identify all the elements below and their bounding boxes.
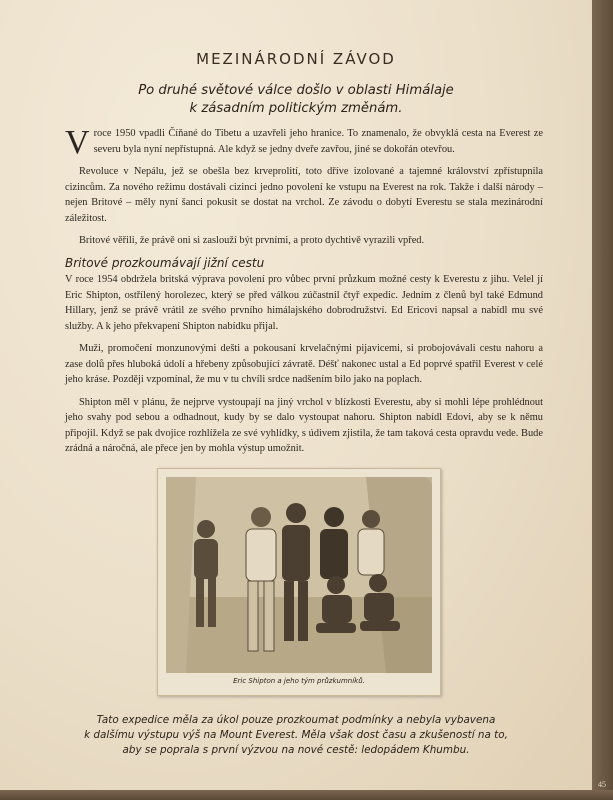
board-edge-bottom: [0, 790, 613, 800]
section-heading: Britové prozkoumávají jižní cestu: [65, 255, 265, 270]
paragraph: Muži, promočení monzunovými dešti a pokousaní krvelačnými pijavicemi, si probojovávali cestu nahoru a zase dolů přes hluboká údolí a hřebeny způsobující závratě. Déšť nakonec ustal a Ed poprvé spatřil Everest v celé jeho kráse. Později vzpomínal, že mu v tu chvíli srdce nadšením bilo jako na poplach.: [65, 343, 543, 385]
closing-line: k dalšímu výstupu výš na Mount Everest. Měla však dost času a zkušeností na to,: [84, 729, 508, 741]
photo-caption: Eric Shipton a jeho tým průzkumníků.: [233, 677, 365, 685]
closing-line: aby se poprala s první výzvou na nové cestě: ledopádem Khumbu.: [122, 744, 470, 756]
team-illustration: [166, 477, 432, 673]
page-number: 45: [598, 780, 606, 789]
closing-text: [80, 713, 512, 758]
article-body: [65, 126, 543, 464]
intro-line: k zásadním politickým změnám.: [189, 101, 403, 116]
paragraph: Shipton měl v plánu, že nejprve vystoupají na jiný vrchol v blízkosti Everestu, aby si mohli lépe prohlédnout jeho svahy pod sebou a odhadnout, kudy by se dalo vystoupat nahoru. Shipton nabídl Edovi, aby se k němu připojil. Když se pak dvojice rozhlížela ze své vyhlídky, s údivem zjistila, že tam taková cesta opravdu vede. Bude zrádná a náročná, ale přece jen by mohla výstup umožnit.: [65, 396, 543, 454]
paragraph: V roce 1954 obdržela britská výprava povolení pro vůbec první průzkum možné cesty k Everestu z jihu. Velel jí Eric Shipton, ostřílený horolezec, který se před válkou zúčastnil čtyř expedic. Jedním z členů byl také Edmund Hillary, jenž se právě vrátil ze svého prvního himálajského dobrodružství. Ed Ericovi napsal a nabídl mu své služby. A k jeho překvapení Shipton nabídku přijal.: [65, 274, 543, 332]
paragraph: Revoluce v Nepálu, jež se obešla bez krveprolití, toto dříve izolované a tajemné království zpřístupnila cizincům. Za nového režimu dostávali cizinci jedno povolení ke vstupu na Everest na rok. Takže i další národy – nejen Britové – měly nyní šanci pokusit se dostat na vrchol. Ze závodu o dobytí Everestu se stala mezinárodní záležitost.: [65, 166, 543, 224]
board-edge-right: [592, 0, 613, 800]
page-title: MEZINÁRODNÍ ZÁVOD: [196, 50, 396, 68]
closing-line: Tato expedice měla za úkol pouze prozkoumat podmínky a nebyla vybavena: [96, 714, 496, 726]
intro-line: Po druhé světové válce došlo v oblasti Himálaje: [138, 83, 454, 98]
intro-text: [90, 82, 502, 118]
team-photo: [157, 468, 441, 696]
drop-cap: V: [65, 124, 90, 161]
paragraph: Vroce 1950 vpadli Číňané do Tibetu a uzavřeli jeho hranice. To znamenalo, že obvyklá cesta na Everest ze severu byla nyní nepřístupná. Ale když se jedny dveře zavřou, jiné se dokořán otevřou.: [65, 124, 543, 161]
paragraph: Britové věřili, že právě oni si zaslouží být prvními, a proto dychtivě vyrazili vpřed.: [79, 235, 425, 246]
